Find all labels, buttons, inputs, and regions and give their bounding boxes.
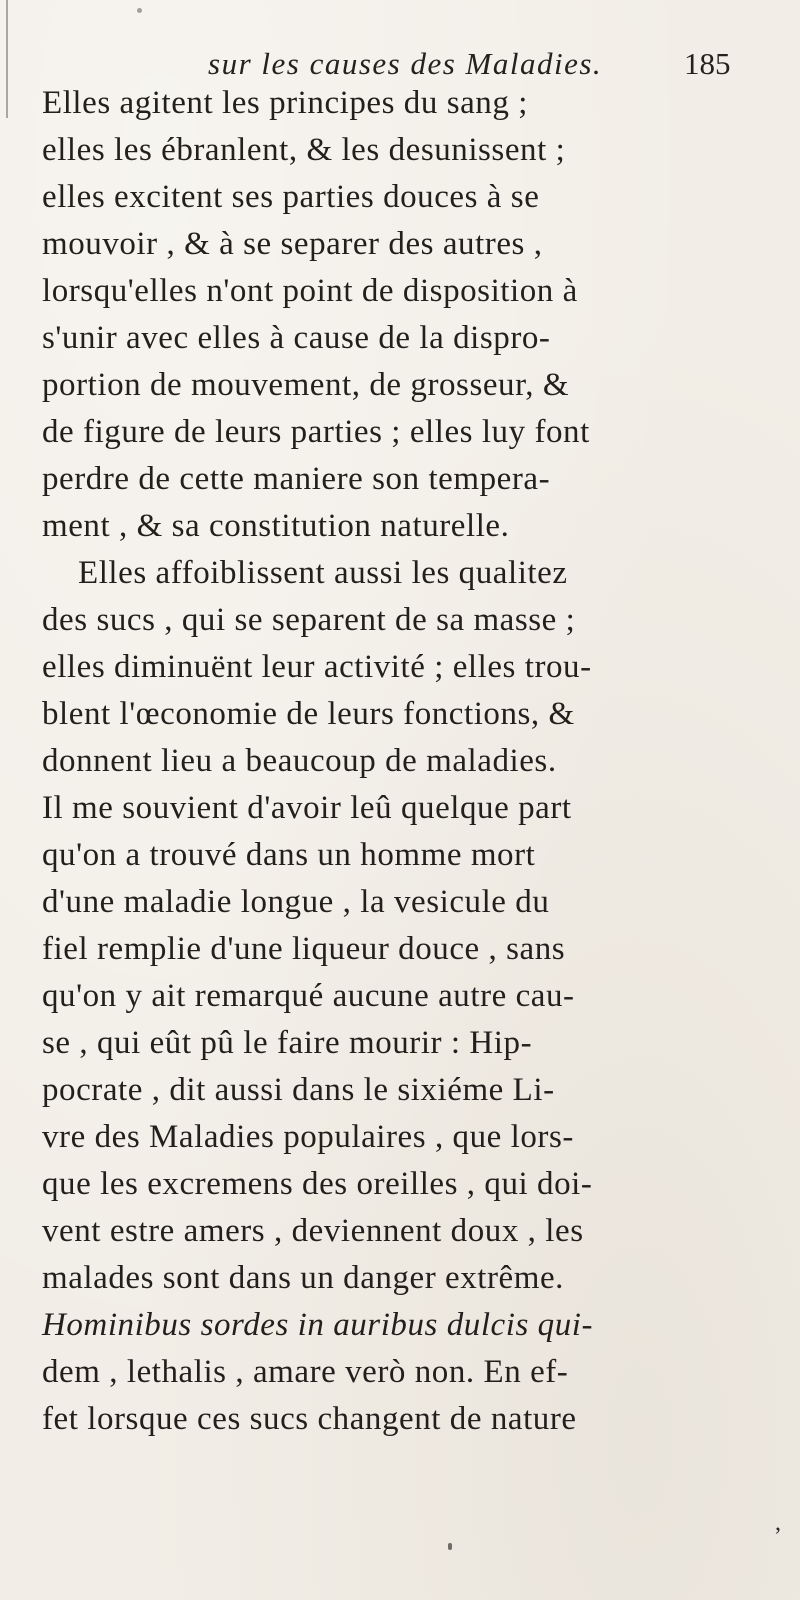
paragraph-start-line: Elles affoiblissent aussi les qualitez [78, 555, 568, 591]
running-head: sur les causes des Maladies. [208, 46, 603, 81]
text-line: malades sont dans un danger extrême. [42, 1260, 564, 1296]
mixed-latin-line: dem , lethalis , amare verò non. En ef- [42, 1354, 569, 1390]
text-line: de figure de leurs parties ; elles luy font [42, 414, 590, 450]
text-line: d'une maladie longue , la vesicule du [42, 884, 550, 920]
text-line: elles diminuënt leur activité ; elles trou- [42, 649, 592, 685]
text-line: Il me souvient d'avoir leû quelque part [42, 790, 572, 826]
text-line: portion de mouvement, de grosseur, & [42, 367, 570, 403]
text-line: vre des Maladies populaires , que lors- [42, 1119, 574, 1155]
text-line: lorsqu'elles n'ont point de disposition à [42, 273, 578, 309]
page-number: 185 [684, 46, 731, 81]
ink-speck [137, 8, 142, 13]
text-line: que les excremens des oreilles , qui doi- [42, 1166, 593, 1202]
text-line: blent l'œconomie de leurs fonctions, & [42, 696, 575, 732]
text-line: vent estre amers , deviennent doux , les [42, 1213, 584, 1249]
text-line: donnent lieu a beaucoup de maladies. [42, 743, 557, 779]
text-line: s'unir avec elles à cause de la dispro- [42, 320, 551, 356]
text-line: elles excitent ses parties douces à se [42, 179, 540, 215]
ink-speck [448, 1543, 452, 1550]
text-line: se , qui eût pû le faire mourir : Hip- [42, 1025, 533, 1061]
text-line: fiel remplie d'une liqueur douce , sans [42, 931, 566, 967]
catchword: , [775, 1510, 781, 1536]
text-line: qu'on a trouvé dans un homme mort [42, 837, 536, 873]
text-line: mouvoir , & à se separer des autres , [42, 226, 543, 262]
text-line: perdre de cette maniere son tempera- [42, 461, 551, 497]
latin-quote-line: Hominibus sordes in auribus dulcis qui- [42, 1307, 593, 1343]
text-line: fet lorsque ces sucs changent de nature [42, 1401, 577, 1437]
text-line: qu'on y ait remarqué aucune autre cau- [42, 978, 575, 1014]
text-line: ment , & sa constitution naturelle. [42, 508, 510, 544]
text-line: elles les ébranlent, & les desunissent ; [42, 132, 566, 168]
text-line: pocrate , dit aussi dans le sixiéme Li- [42, 1072, 555, 1108]
text-line: Elles agitent les principes du sang ; [42, 85, 528, 121]
body-text [42, 80, 772, 1443]
gutter-shadow [6, 0, 8, 118]
text-line: des sucs , qui se separent de sa masse ; [42, 602, 576, 638]
